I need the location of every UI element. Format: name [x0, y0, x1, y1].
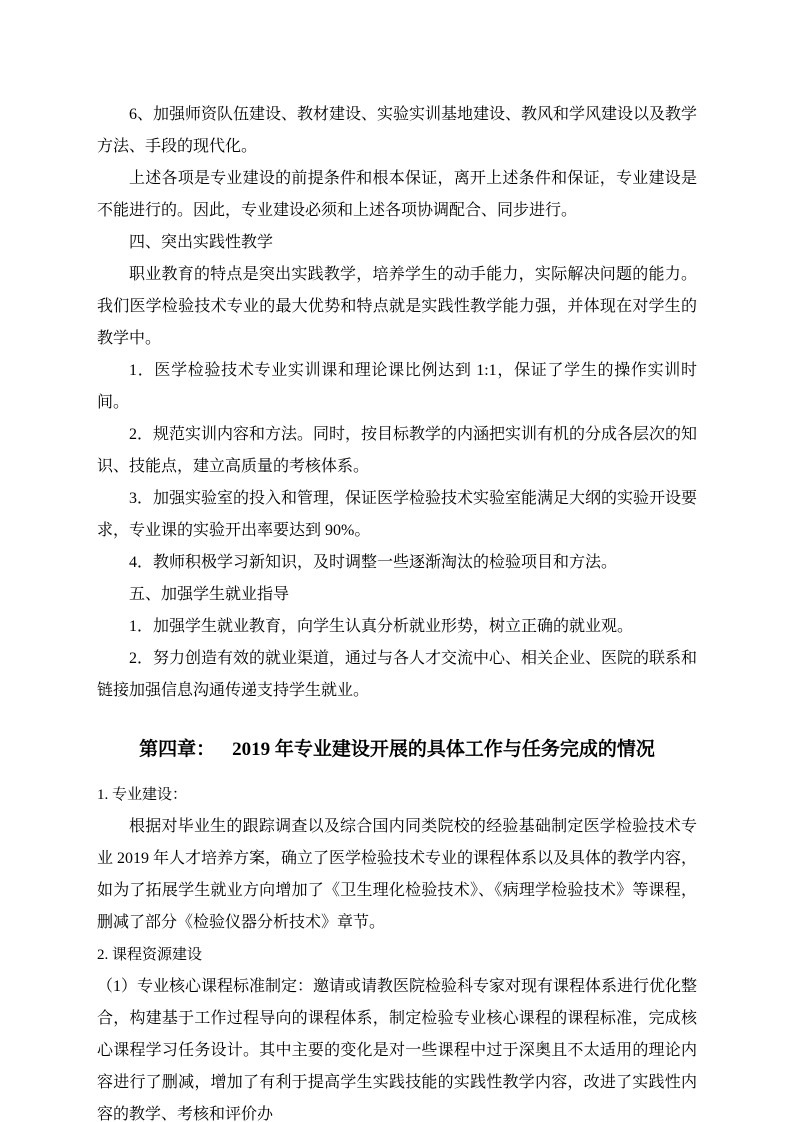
section-title-employment-guidance: 五、加强学生就业指导 — [129, 586, 290, 603]
section-title-practical-teaching: 四、突出实践性教学 — [129, 234, 274, 251]
chapter-4-title: 2019 年专业建设开展的具体工作与任务完成的情况 — [232, 739, 655, 760]
paragraph-training-plan-2019: 根据对毕业生的跟踪调查以及综合国内同类院校的经验基础制定医学检验技术专业 2019 年人才培养方案，确立了医学检验技术专业的课程体系以及具体的教学内容，如为了拓展学生就业方向增加了《卫生理化检验技术》、《病理学检验技术》等课程，删减了部分《检验仪器分析技术》章节。 — [97, 818, 698, 931]
item-ratio-1-1: 1．医学检验技术专业实训课和理论课比例达到 1:1，保证了学生的操作实训时间。 — [97, 362, 697, 411]
item-teacher-learning: 4．教师积极学习新知识，及时调整一些逐渐淘汰的检验项目和方法。 — [129, 554, 618, 571]
paragraph-premise-guarantee: 上述各项是专业建设的前提条件和根本保证，离开上述条件和保证，专业建设是不能进行的。因此，专业建设必须和上述各项协调配合、同步进行。 — [97, 170, 697, 219]
label-course-resources: 2. 课程资源建设 — [97, 947, 203, 963]
label-major-construction: 1. 专业建设： — [97, 787, 188, 803]
item-lab-investment: 3．加强实验室的投入和管理，保证医学检验技术实验室能满足大纲的实验开设要求，专业课的实验开出率要达到 90%。 — [97, 490, 698, 539]
page-content — [97, 99, 697, 1122]
item-employment-channels: 2．努力创造有效的就业渠道，通过与各人才交流中心、相关企业、医院的联系和链接加强信息沟通传递支持学生就业。 — [97, 650, 698, 699]
chapter-4-label: 第四章： — [139, 739, 216, 760]
item-employment-education: 1．加强学生就业教育，向学生认真分析就业形势，树立正确的就业观。 — [129, 618, 634, 635]
chapter-4-heading — [97, 733, 697, 767]
item-standardize-training: 2．规范实训内容和方法。同时，按目标教学的内涵把实训有机的分成各层次的知识、技能点，建立高质量的考核体系。 — [97, 426, 698, 475]
paragraph-vocational-education: 职业教育的特点是突出实践教学，培养学生的动手能力，实际解决问题的能力。我们医学检验技术专业的最大优势和特点就是实践性教学能力强，并体现在对学生的教学中。 — [97, 266, 697, 347]
paragraph-core-course-standards: （1）专业核心课程标准制定：邀请或请教医院检验科专家对现有课程体系进行优化整合，构建基于工作过程导向的课程体系，制定检验专业核心课程的课程标准，完成核心课程学习任务设计。其中主要的变化是对一些课程中过于深奥且不太适用的理论内容进行了删减，增加了有利于提高学生实践技能的实践性教学内容，改进了实践性内容的教学、考核和评价办 — [97, 978, 698, 1122]
paragraph-item6-teacher-team: 6、加强师资队伍建设、教材建设、实验实训基地建设、教风和学风建设以及教学方法、手段的现代化。 — [97, 106, 698, 155]
